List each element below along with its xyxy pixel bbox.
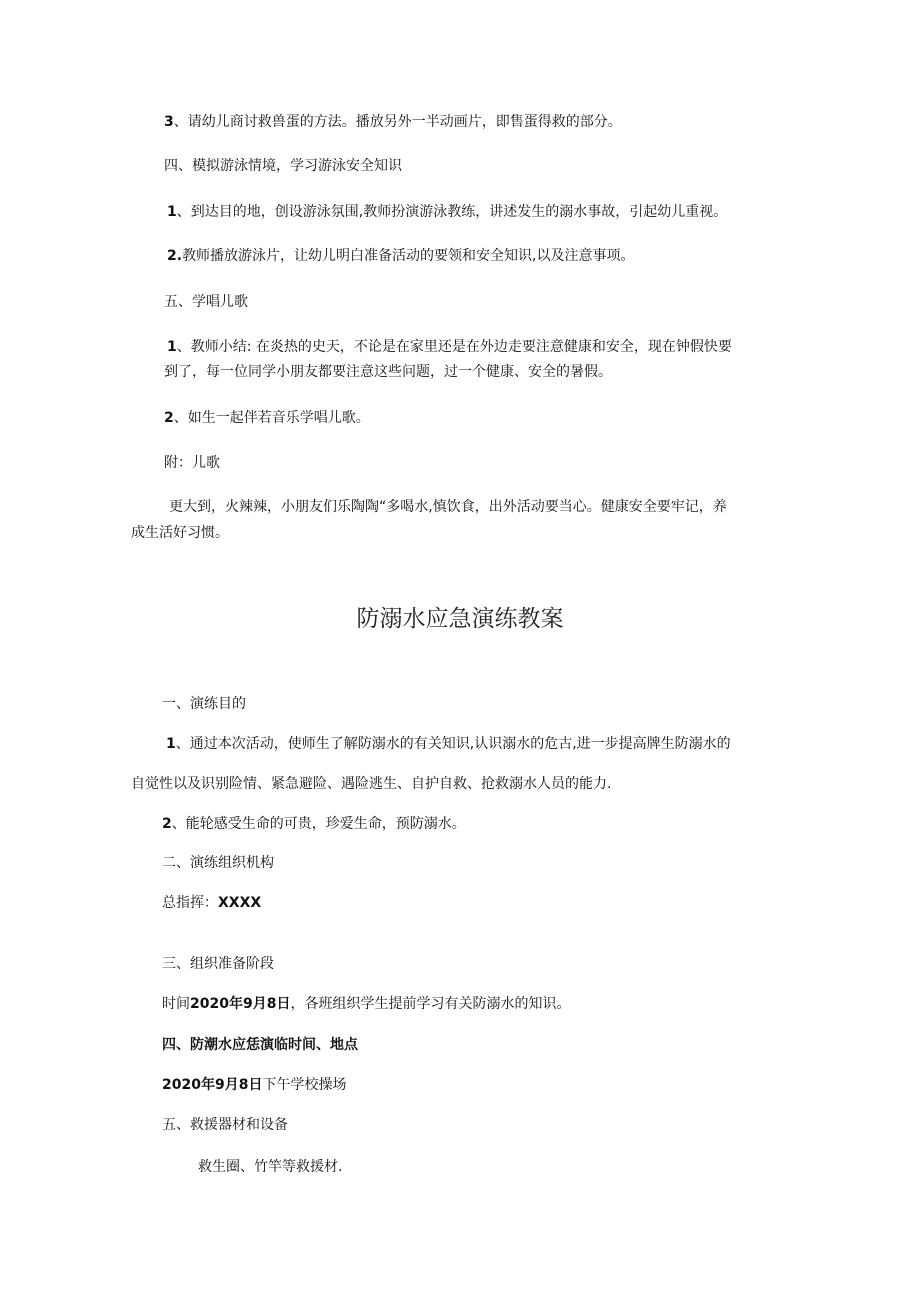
drill-date: 2020年9月8日	[162, 1077, 263, 1093]
equipment-line: 救生圈、竹竿等救援材.	[198, 1159, 343, 1175]
song-line2: 成生活好习惯。	[131, 525, 229, 541]
purpose-paragraph-2	[162, 814, 466, 834]
section-heading-4-drill: 四、防潮水应恁演临时间、地点	[162, 1037, 358, 1053]
section-heading-2: 二、演练组织机构	[162, 855, 274, 871]
paragraph-number: 2	[164, 410, 174, 426]
paragraph-text: 、请幼儿商讨救兽蛋的方法。播放另外一半动画片，即售蛋得救的部分。	[173, 114, 622, 130]
purpose-paragraph-line2: 自觉性以及识别险情、紧急避险、遇险逃生、自护自救、抢救溺水人员的能力.	[131, 776, 612, 792]
commander-line	[162, 893, 261, 913]
section-heading-3: 三、组织准备阶段	[162, 956, 274, 972]
commander-label: 总指挥：	[162, 895, 218, 911]
paragraph-text: 教师播放游泳片，让幼儿明白准备活动的要领和安全知识,以及注意事项。	[182, 248, 635, 264]
paragraph-number: 1	[167, 204, 177, 220]
prep-date: 2020年9月8日	[190, 996, 291, 1012]
appendix-label: 附：儿歌	[164, 455, 220, 471]
prep-prefix: 时间	[162, 996, 190, 1012]
section-heading-5: 五、学唱儿歌	[164, 294, 248, 310]
paragraph-summary-line2: 到了，每一位同学小朋友都要注意这些问题，过一个健康、安全的暑假。	[164, 364, 612, 380]
section-heading-5-equipment: 五、救援器材和设备	[162, 1117, 288, 1133]
preparation-paragraph	[162, 994, 570, 1014]
paragraph-text: 、如生一起伴若音乐学唱儿歌。	[173, 410, 370, 426]
commander-value: XXXX	[218, 895, 262, 911]
paragraph-step-3	[164, 112, 622, 132]
prep-text: ，各班组织学生提前学习有关防溺水的知识。	[290, 996, 571, 1012]
paragraph-number: 1	[166, 736, 176, 752]
paragraph-sing-along	[164, 408, 370, 428]
song-line1: 更大到，火辣辣，小朋友们乐陶陶“多喝水,慎饮食，出外活动要当心。健康安全要牢记，养	[169, 499, 727, 515]
paragraph-text: 、通过本次活动，使师生了解防溺水的有关知识,认识溺水的危古,进一步提高牌生防溺水的	[175, 736, 731, 752]
paragraph-step-2	[167, 246, 635, 266]
document-title: 防溺水应急演练教案	[356, 606, 564, 632]
section-heading-1: 一、演练目的	[162, 696, 246, 712]
paragraph-summary-line1	[167, 337, 732, 357]
paragraph-number: 2	[162, 816, 172, 832]
paragraph-text: 、教师小结: 在炎热的史天，不论是在家里还是在外边走要注意健康和安全，现在钟假快要	[176, 339, 732, 355]
paragraph-step-1	[167, 202, 727, 222]
paragraph-text: 、到达目的地，创设游泳氛围,教师扮演游泳教练，讲述发生的溺水事故，引起幼儿重视。	[176, 204, 728, 220]
time-place-line	[162, 1075, 346, 1095]
paragraph-number: 1	[167, 339, 177, 355]
paragraph-text: 、能轮感受生命的可贵，珍爱生命，预防溺水。	[171, 816, 466, 832]
paragraph-number: 2.	[167, 248, 183, 264]
paragraph-number: 3	[164, 114, 174, 130]
drill-place: 下午学校操场	[262, 1077, 347, 1093]
section-heading-4: 四、模拟游泳情境，学习游泳安全知识	[164, 158, 402, 174]
purpose-paragraph-line1	[166, 734, 731, 754]
